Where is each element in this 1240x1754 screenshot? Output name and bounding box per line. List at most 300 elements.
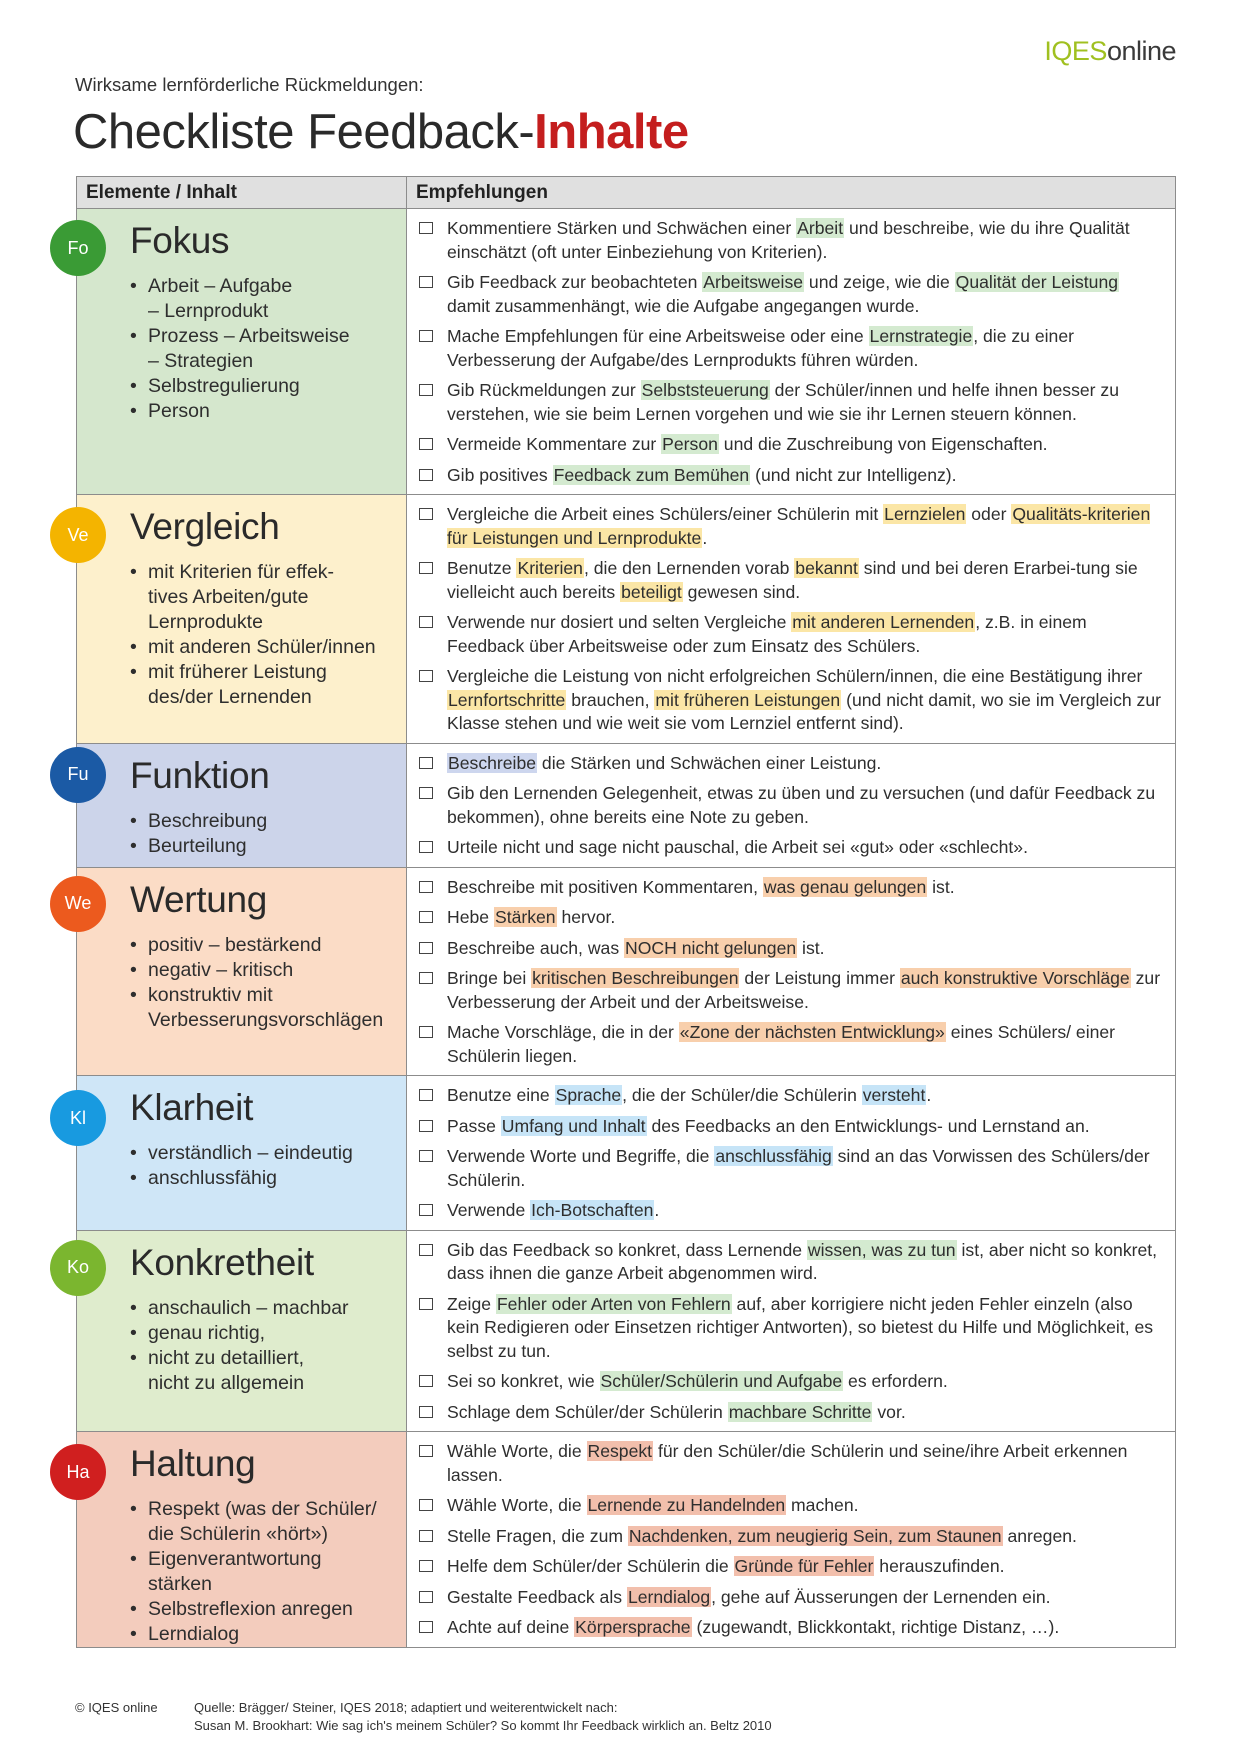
text-segment: ist.: [927, 876, 955, 897]
checkbox[interactable]: [419, 787, 433, 799]
recommendation-text: [447, 782, 1163, 829]
bullet-icon: •: [130, 1623, 137, 1645]
bullet-icon: •: [130, 1598, 137, 1620]
checkbox[interactable]: [419, 1621, 433, 1633]
bullet-icon: •: [130, 1321, 137, 1344]
section-list-item-text: mit Kriterien für effek- tives Arbeiten/gute Lernprodukte: [148, 561, 335, 633]
checkbox[interactable]: [419, 1591, 433, 1603]
text-segment: Gib positives: [447, 464, 553, 485]
section-title: Haltung: [130, 1443, 256, 1484]
recommendation-text: [447, 876, 1163, 900]
section-list-item: [130, 560, 398, 635]
text-segment: Gib Rückmeldungen zur: [447, 380, 641, 400]
section-list-item: [130, 1141, 398, 1166]
highlighted-keyword: Lernstrategie: [869, 326, 973, 346]
recommendation-text: [447, 937, 1163, 961]
text-segment: Hebe: [447, 907, 494, 927]
checkbox[interactable]: [419, 1120, 433, 1132]
highlighted-keyword: mit anderen Lernenden: [792, 612, 975, 632]
checkbox[interactable]: [419, 508, 433, 520]
section-item-list: [130, 560, 406, 710]
section-list-item-text: negativ – kritisch: [148, 958, 294, 981]
section-list-item: [130, 1346, 398, 1396]
text-segment: hervor.: [556, 907, 616, 927]
checkbox[interactable]: [419, 670, 433, 682]
section-list-item-text: verständlich – eindeutig: [148, 1142, 353, 1164]
recommendation-item: [417, 1494, 1163, 1518]
section-row-konkretheit: [77, 1230, 1176, 1432]
section-list-item: [130, 958, 398, 983]
section-list-item: [130, 834, 398, 859]
text-segment: , z.B. in einem Feedback über Arbeitsweise oder zum Einsatz des Schülers.: [447, 612, 1087, 656]
bullet-icon: •: [130, 958, 137, 981]
highlighted-keyword: machbare Schritte: [728, 1401, 872, 1422]
section-list-item-text: Lerndialog: [148, 1623, 240, 1645]
text-segment: zur Verbesserung der Arbeit und der Arbeitsweise.: [447, 968, 1161, 1012]
recommendation-text: [447, 1525, 1163, 1549]
text-segment: Helfe dem Schüler/der Schülerin die: [447, 1556, 734, 1576]
recommendation-text: [447, 1555, 1163, 1579]
section-row-vergleich: [77, 495, 1176, 744]
recommendation-text: [447, 557, 1163, 604]
page-title: [73, 104, 689, 160]
checkbox[interactable]: [419, 1089, 433, 1101]
section-row-fokus: [77, 209, 1176, 495]
section-badge-vergleich: Ve: [50, 507, 106, 563]
bullet-icon: •: [130, 1498, 137, 1520]
recommendation-item: [417, 1021, 1163, 1068]
recommendation-item: [417, 1401, 1163, 1425]
highlighted-keyword: Gründe für Fehler: [734, 1556, 874, 1576]
bullet-icon: •: [130, 275, 137, 297]
section-list-item: [130, 660, 398, 710]
highlighted-keyword: Beschreibe: [448, 752, 537, 773]
recommendation-item: [417, 433, 1163, 457]
logo-part-iqes: IQES: [1044, 36, 1107, 66]
recommendation-item: [417, 464, 1163, 488]
subtitle: Wirksame lernförderliche Rückmeldungen:: [75, 74, 424, 95]
section-list-item-text: positiv – bestärkend: [148, 933, 322, 956]
section-recommendations-cell: [407, 867, 1176, 1076]
section-badge-fokus: Fo: [50, 220, 106, 276]
section-list-item: [130, 933, 398, 958]
checkbox[interactable]: [419, 438, 433, 450]
section-list-item: [130, 809, 398, 834]
section-list-item-text: Arbeit – Aufgabe – Lernprodukt: [148, 275, 293, 322]
recommendation-text: [447, 836, 1163, 860]
text-segment: Beschreibe auch, was: [447, 937, 625, 958]
highlighted-keyword: Lernende zu Handelnden: [587, 1495, 786, 1515]
section-list-item: [130, 1547, 398, 1597]
checkbox[interactable]: [419, 330, 433, 342]
logo-part-online: online: [1106, 36, 1176, 66]
recommendation-item: [417, 1084, 1163, 1108]
recommendation-text: [447, 1370, 1163, 1394]
checkbox[interactable]: [419, 841, 433, 853]
section-list-item-text: mit früherer Leistung des/der Lernenden: [148, 661, 327, 708]
text-segment: und die Zuschreibung von Eigenschaften.: [718, 434, 1048, 454]
section-element-cell: [64, 867, 407, 1076]
section-title: Fokus: [130, 220, 230, 261]
text-segment: Benutze eine: [447, 1085, 555, 1105]
section-list-item-text: konstruktiv mit Verbesserungsvorschlägen: [148, 983, 384, 1031]
bullet-icon: •: [130, 400, 137, 422]
table-body: [64, 209, 1176, 1648]
checkbox[interactable]: [419, 1445, 433, 1457]
recommendation-text: [447, 1145, 1163, 1192]
bullet-icon: •: [130, 1296, 137, 1319]
section-list-item: [130, 1597, 398, 1622]
text-segment: es erfordern.: [843, 1371, 948, 1391]
text-segment: , gehe auf Äusserungen der Lernenden ein.: [711, 1586, 1051, 1607]
text-segment: Gib Feedback zur beobachteten: [447, 272, 703, 292]
section-list-item-text: Eigenverantwortung stärken: [148, 1548, 322, 1595]
recommendation-text: [447, 433, 1163, 457]
section-title: Wertung: [130, 878, 268, 920]
title-main: Checkliste Feedback-: [73, 105, 535, 159]
text-segment: Kommentiere Stärken und Schwächen einer: [447, 218, 797, 238]
text-segment: und beschreibe, wie du ihre Qualität einschätzt (oft unter Einbeziehung von Kriterien).: [447, 218, 1130, 262]
footer-source-line-2: Susan M. Brookhart: Wie sag ich's meinem Schüler? So kommt Ihr Feedback wirklich an. Beltz 2010: [194, 1718, 772, 1733]
recommendation-text: [447, 1021, 1163, 1068]
highlighted-keyword: Arbeit: [797, 218, 844, 238]
text-segment: .: [926, 1085, 932, 1105]
text-segment: Gestalte Feedback als: [447, 1586, 627, 1607]
text-segment: (und nicht damit, wo sie im Vergleich zur Klasse stehen und wie weit sie vom Lernziel entfernt sind).: [447, 689, 1161, 733]
section-title: Vergleich: [130, 506, 280, 547]
section-recommendations-cell: [407, 1076, 1176, 1231]
highlighted-keyword: Lerndialog: [627, 1586, 711, 1607]
section-list-item: [130, 1622, 398, 1647]
recommendation-text: [447, 217, 1163, 264]
checkbox[interactable]: [419, 1204, 433, 1216]
text-segment: auf, aber korrigiere nicht jeden Fehler einzeln (also kein Redigieren oder Einsetzen richtiger Antworten), so bietest du Hilfe und Möglichkeit, es selbst zu tun.: [447, 1293, 1154, 1361]
recommendation-item: [417, 1586, 1163, 1610]
section-row-klarheit: [77, 1076, 1176, 1231]
recommendation-item: [417, 836, 1163, 860]
section-row-wertung: [77, 867, 1176, 1076]
text-segment: der Schüler/innen und helfe ihnen besser zu verstehen, wie sie beim Lernen vorgehen und wie sie ihr Lernen steuern können.: [447, 380, 1119, 424]
section-element-cell: [67, 495, 407, 744]
text-segment: Urteile nicht und sage nicht pauschal, die Arbeit sei «gut» oder «schlecht».: [447, 837, 1028, 857]
recommendation-text: [447, 1115, 1163, 1139]
footer-source-line-1: Quelle: Brägger/ Steiner, IQES 2018; adaptiert und weiterentwickelt nach:: [194, 1700, 618, 1715]
text-segment: Mache Vorschläge, die in der: [447, 1022, 679, 1042]
recommendation-item: [417, 1440, 1163, 1487]
text-segment: Benutze: [447, 558, 517, 578]
checkbox[interactable]: [419, 562, 433, 574]
recommendation-item: [417, 1616, 1163, 1640]
recommendation-text: [447, 1616, 1163, 1640]
text-segment: .: [702, 527, 708, 548]
highlighted-keyword: NOCH nicht gelungen: [625, 937, 797, 958]
text-segment: die Stärken und Schwächen einer Leistung.: [537, 752, 882, 773]
section-list-item: [130, 1166, 398, 1191]
highlighted-keyword: Qualitäts-kriterien für Leistungen und Lernprodukte: [447, 504, 1151, 548]
recommendation-text: [447, 1084, 1163, 1108]
highlighted-keyword: versteht: [862, 1085, 926, 1105]
highlighted-keyword: Körpersprache: [575, 1617, 691, 1637]
section-badge-haltung: Ha: [50, 1444, 106, 1500]
recommendation-item: [417, 1370, 1163, 1394]
recommendation-text: [447, 1293, 1163, 1364]
text-segment: brauchen,: [566, 689, 655, 710]
text-segment: damit zusammenhängt, wie die Aufgabe angegangen wurde.: [447, 295, 920, 316]
highlighted-keyword: Arbeitsweise: [703, 272, 804, 292]
text-segment: (und nicht zur Intelligenz).: [750, 464, 957, 485]
section-item-list: [130, 1141, 406, 1191]
checkbox[interactable]: [419, 1560, 433, 1572]
highlighted-keyword: mit früheren Leistungen: [655, 689, 841, 710]
text-segment: Stelle Fragen, die zum: [447, 1525, 628, 1546]
section-element-cell: [67, 743, 407, 867]
text-segment: für den Schüler/die Schülerin und seine/ihre Arbeit erkennen lassen.: [447, 1441, 1128, 1485]
section-list-item-text: Beschreibung: [148, 809, 268, 832]
section-list-item: [130, 635, 398, 660]
text-segment: Vermeide Kommentare zur: [447, 434, 662, 454]
recommendation-item: [417, 665, 1163, 736]
text-segment: Schlage dem Schüler/der Schülerin: [447, 1401, 728, 1422]
highlighted-keyword: Person: [662, 434, 718, 454]
section-item-list: [130, 274, 406, 424]
recommendation-item: [417, 1525, 1163, 1549]
section-item-list: [130, 1296, 406, 1396]
recommendation-text: [447, 1494, 1163, 1518]
recommendation-item: [417, 503, 1163, 550]
recommendation-text: [447, 1586, 1163, 1610]
recommendation-text: [447, 503, 1163, 550]
recommendation-item: [417, 876, 1163, 900]
text-segment: Verwende Worte und Begriffe, die: [447, 1146, 715, 1166]
text-segment: Verwende nur dosiert und selten Vergleiche: [447, 612, 792, 632]
recommendation-item: [417, 752, 1163, 776]
bullet-icon: •: [130, 983, 137, 1006]
section-badge-funktion: Fu: [50, 747, 106, 803]
highlighted-keyword: «Zone der nächsten Entwicklung»: [679, 1022, 945, 1042]
checkbox[interactable]: [419, 1150, 433, 1162]
section-list-item-text: nicht zu detailliert, nicht zu allgemein: [148, 1346, 305, 1394]
bullet-icon: •: [130, 1346, 137, 1369]
text-segment: Vergleiche die Leistung von nicht erfolgreichen Schülern/innen, die eine Bestätigung ihrer: [447, 666, 1143, 686]
text-segment: , die den Lernenden vorab: [583, 558, 795, 578]
recommendation-text: [447, 1401, 1163, 1425]
text-segment: ist, aber nicht so konkret, dass ihnen die ganze Arbeit abgenommen wird.: [447, 1239, 1158, 1283]
recommendation-text: [447, 325, 1163, 372]
bullet-icon: •: [130, 325, 137, 347]
recommendation-item: [417, 611, 1163, 658]
recommendation-text: [447, 1239, 1163, 1286]
text-segment: oder: [966, 504, 1012, 524]
recommendation-item: [417, 1239, 1163, 1286]
bullet-icon: •: [130, 809, 137, 832]
text-segment: anregen.: [1002, 1525, 1077, 1546]
highlighted-keyword: Feedback zum Bemühen: [553, 464, 750, 485]
text-segment: herauszufinden.: [874, 1556, 1005, 1576]
text-segment: Passe: [447, 1115, 501, 1136]
highlighted-keyword: Nachdenken, zum neugierig Sein, zum Staunen: [628, 1525, 1002, 1546]
checkbox[interactable]: [419, 1530, 433, 1542]
highlighted-keyword: Sprache: [555, 1085, 622, 1105]
column-header-recommendations: Empfehlungen: [407, 177, 1176, 209]
section-list-item: [130, 324, 398, 374]
footer-source: [194, 1699, 772, 1735]
recommendation-item: [417, 217, 1163, 264]
text-segment: Gib den Lernenden Gelegenheit, etwas zu üben und zu versuchen (und dafür Feedback zu bekommen), ohne bereits eine Note zu geben.: [447, 783, 1156, 827]
highlighted-keyword: bekannt: [795, 558, 858, 578]
bullet-icon: •: [130, 1548, 137, 1570]
section-list-item: [130, 374, 398, 399]
section-element-cell: [66, 1230, 407, 1432]
checkbox[interactable]: [419, 276, 433, 288]
highlighted-keyword: was genau gelungen: [763, 876, 927, 897]
highlighted-keyword: Fehler oder Arten von Fehlern: [496, 1293, 731, 1314]
recommendation-text: [447, 611, 1163, 658]
column-header-elements: Elemente / Inhalt: [77, 177, 407, 209]
highlighted-keyword: Lernfortschritte: [448, 689, 566, 710]
recommendation-item: [417, 271, 1163, 318]
section-list-item: [130, 1497, 398, 1547]
checkbox[interactable]: [419, 911, 433, 923]
section-item-list: [130, 1497, 406, 1647]
text-segment: gewesen sind.: [682, 581, 801, 602]
section-list-item-text: Selbstreflexion anregen: [148, 1598, 353, 1620]
recommendation-item: [417, 937, 1163, 961]
checkbox[interactable]: [419, 469, 433, 481]
recommendation-text: [447, 1199, 1163, 1223]
text-segment: ist.: [797, 937, 825, 958]
recommendation-item: [417, 1145, 1163, 1192]
highlighted-keyword: Lernzielen: [884, 504, 966, 524]
text-segment: Vergleiche die Arbeit eines Schülers/einer Schülerin mit: [447, 504, 884, 524]
section-list-item-text: anschlussfähig: [148, 1167, 277, 1189]
highlighted-keyword: wissen, was zu tun: [807, 1239, 956, 1260]
section-recommendations-cell: [407, 1432, 1176, 1648]
text-segment: Gib das Feedback so konkret, dass Lernende: [447, 1239, 807, 1260]
highlighted-keyword: Umfang und Inhalt: [501, 1115, 646, 1136]
recommendation-text: [447, 906, 1163, 930]
iqes-logo: [1044, 36, 1176, 67]
section-element-cell: [67, 209, 407, 495]
checkbox[interactable]: [419, 1406, 433, 1418]
text-segment: sind an das Vorwissen des Schülers/der Schülerin.: [447, 1146, 1150, 1190]
text-segment: Beschreibe mit positiven Kommentaren,: [447, 876, 763, 897]
highlighted-keyword: Schüler/Schülerin und Aufgabe: [600, 1371, 843, 1391]
checkbox[interactable]: [419, 881, 433, 893]
section-title: Funktion: [130, 754, 270, 796]
section-row-funktion: [77, 743, 1176, 867]
recommendation-text: [447, 665, 1163, 736]
section-badge-wertung: We: [50, 876, 106, 932]
recommendation-item: [417, 967, 1163, 1014]
bullet-icon: •: [130, 1142, 137, 1164]
recommendation-item: [417, 325, 1163, 372]
section-list-item-text: Prozess – Arbeitsweise – Strategien: [148, 325, 350, 372]
section-item-list: [130, 809, 406, 859]
bullet-icon: •: [130, 933, 137, 956]
checkbox[interactable]: [419, 1026, 433, 1038]
bullet-icon: •: [130, 1167, 137, 1189]
highlighted-keyword: Selbststeuerung: [641, 380, 769, 400]
text-segment: Mache Empfehlungen für eine Arbeitsweise oder eine: [447, 326, 869, 346]
section-list-item-text: anschaulich – machbar: [148, 1296, 349, 1319]
checkbox[interactable]: [419, 222, 433, 234]
section-list-item: [130, 1296, 398, 1321]
recommendation-text: [447, 379, 1163, 426]
text-segment: Wähle Worte, die: [447, 1495, 587, 1515]
bullet-icon: •: [130, 661, 137, 683]
text-segment: sind und bei deren Erarbei-tung sie vielleicht auch bereits: [447, 558, 1138, 602]
text-segment: , die zu einer Verbesserung der Aufgabe/des Lernprodukts führen würden.: [447, 326, 1074, 370]
text-segment: des Feedbacks an den Entwicklungs- und Lernstand an.: [646, 1115, 1090, 1136]
text-segment: machen.: [786, 1495, 859, 1515]
section-element-cell: [66, 1432, 407, 1648]
recommendation-item: [417, 1555, 1163, 1579]
text-segment: eines Schülers/ einer Schülerin liegen.: [447, 1022, 1116, 1066]
highlighted-keyword: Ich-Botschaften: [531, 1200, 654, 1220]
text-segment: .: [654, 1200, 660, 1220]
section-recommendations-cell: [407, 495, 1176, 744]
text-segment: vor.: [872, 1401, 906, 1422]
section-badge-konkretheit: Ko: [50, 1240, 106, 1296]
recommendation-item: [417, 379, 1163, 426]
recommendation-text: [447, 967, 1163, 1014]
recommendation-item: [417, 1199, 1163, 1223]
highlighted-keyword: anschlussfähig: [715, 1146, 832, 1166]
text-segment: , die der Schüler/die Schülerin: [622, 1085, 862, 1105]
highlighted-keyword: Qualität der Leistung: [955, 272, 1119, 292]
checkbox[interactable]: [419, 757, 433, 769]
recommendation-item: [417, 557, 1163, 604]
checkbox[interactable]: [419, 942, 433, 954]
highlighted-keyword: Stärken: [494, 907, 556, 927]
checkbox[interactable]: [419, 1298, 433, 1310]
section-recommendations-cell: [407, 1230, 1176, 1432]
recommendation-item: [417, 1115, 1163, 1139]
section-recommendations-cell: [407, 743, 1176, 867]
checkbox[interactable]: [419, 1375, 433, 1387]
recommendation-item: [417, 1293, 1163, 1364]
section-recommendations-cell: [407, 209, 1176, 495]
recommendation-text: [447, 1440, 1163, 1487]
section-title: Klarheit: [130, 1087, 254, 1128]
bullet-icon: •: [130, 561, 137, 583]
checkbox[interactable]: [419, 384, 433, 396]
section-list-item: [130, 399, 398, 424]
checkbox[interactable]: [419, 616, 433, 628]
checkbox[interactable]: [419, 1244, 433, 1256]
text-segment: der Leistung immer: [739, 968, 900, 988]
section-element-cell: [69, 1076, 407, 1231]
recommendation-text: [447, 464, 1163, 488]
text-segment: und zeige, wie die: [804, 272, 955, 292]
text-segment: Zeige: [447, 1293, 496, 1314]
highlighted-keyword: auch konstruktive Vorschläge: [900, 968, 1130, 988]
section-list-item: [130, 274, 398, 324]
section-list-item: [130, 1321, 398, 1346]
checkbox[interactable]: [419, 972, 433, 984]
text-segment: Verwende: [447, 1200, 531, 1220]
text-segment: Achte auf deine: [447, 1617, 575, 1637]
checkbox[interactable]: [419, 1499, 433, 1511]
section-list-item: [130, 983, 398, 1033]
text-segment: Sei so konkret, wie: [447, 1371, 600, 1391]
highlighted-keyword: Kriterien: [517, 558, 583, 578]
highlighted-keyword: Respekt: [587, 1441, 653, 1461]
text-segment: (zugewandt, Blickkontakt, richtige Distanz, …).: [691, 1617, 1060, 1637]
recommendation-item: [417, 906, 1163, 930]
highlighted-keyword: beteiligt: [621, 581, 682, 602]
checklist-table: [64, 176, 1176, 1648]
